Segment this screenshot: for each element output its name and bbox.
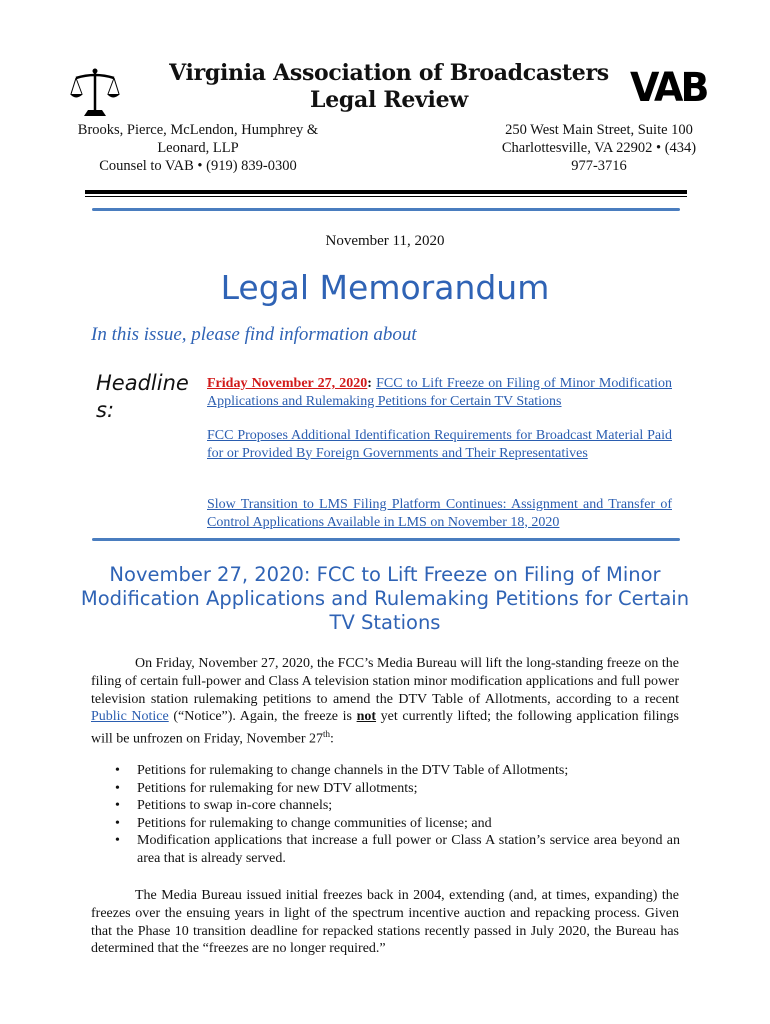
headline-2 [207, 427, 672, 462]
headline-1-date: Friday November 27, 2020 [207, 376, 368, 391]
list-item: • Petitions for rulemaking to change communities of license; and [115, 815, 680, 833]
headline-1-link[interactable]: FCC to Lift Freeze on Filing of Minor Modification Applications and Rulemaking Petitions for Certain TV Stations [207, 376, 672, 409]
blue-divider-top [92, 208, 680, 211]
public-notice-link[interactable]: Public Notice [91, 709, 169, 725]
header-rule-thin [85, 196, 687, 197]
vab-address [490, 121, 708, 175]
list-item: • Modification applications that increase a full power or Class A station’s service area beyond an area that is already served. [115, 832, 680, 867]
list-item: • Petitions for rulemaking for new DTV allotments; [115, 780, 680, 798]
list-item: • Petitions to swap in-core channels; [115, 797, 680, 815]
headline-2-link[interactable]: FCC Proposes Additional Identification Requirements for Broadcast Material Paid for or Provided By Foreign Governments and Their Representatives [207, 428, 672, 461]
blue-divider-bottom [92, 538, 680, 541]
section-title: November 27, 2020: FCC to Lift Freeze on Filing of Minor Modification Applications and Rulemaking Petitions for Certain TV Stations [80, 563, 690, 634]
address-line-2: Charlottesville, VA 22902 • (434) [501, 140, 697, 156]
publication-title: Legal Review [310, 87, 468, 113]
firm-line-1: Brooks, Pierce, McLendon, Humphrey & [77, 122, 319, 138]
headline-1: Friday November 27, 2020: FCC to Lift Freeze on Filing of Minor Modification Applications and Rulemaking Petitions for Certain TV Stations [207, 376, 672, 409]
not-emphasis: not [356, 709, 377, 725]
list-item: • Petitions for rulemaking to change channels in the DTV Table of Allotments; [115, 762, 680, 780]
header-rule-thick [85, 190, 687, 194]
memo-date: November 11, 2020 [325, 233, 445, 249]
firm-line-3: Counsel to VAB • (919) 839-0300 [99, 158, 297, 174]
section-paragraph-1: On Friday, November 27, 2020, the FCC’s Media Bureau will lift the long-standing freeze on the filing of certain full-power and Class A television station minor modification applications and full power television station rulemaking petitions to amend the DTV Table of Allotments, according to a recent Public Notice (“Notice”). Again, the freeze is not yet currently lifted; the following application filings will be unfrozen on Friday, November 27th: [91, 656, 679, 747]
unfrozen-filings-list [115, 762, 680, 868]
issue-intro: In this issue, please find information about [91, 324, 417, 345]
headline-3-link[interactable]: Slow Transition to LMS Filing Platform Continues: Assignment and Transfer of Control Applications Available in LMS on November 18, 2020 [207, 497, 672, 530]
address-line-3: 977-3716 [571, 158, 627, 174]
firm-line-2: Leonard, LLP [157, 140, 239, 156]
address-line-1: 250 West Main Street, Suite 100 [505, 122, 693, 138]
headline-3 [207, 496, 672, 531]
org-title: Virginia Association of Broadcasters [169, 60, 609, 86]
memo-title: Legal Memorandum [220, 268, 550, 307]
vab-logo: VAB [630, 65, 707, 111]
headlines-label: Headline s: [96, 371, 189, 422]
firm-contact [62, 121, 334, 175]
section-paragraph-2: The Media Bureau issued initial freezes back in 2004, extending (and, at times, expanding) the freezes over the ensuing years in light of the spectrum incentive auction and repacking process. Given that the Phase 10 transition deadline for repacked stations recently passed in July 2020, the Bureau has determined that the “freezes are no longer required.” [91, 888, 679, 957]
